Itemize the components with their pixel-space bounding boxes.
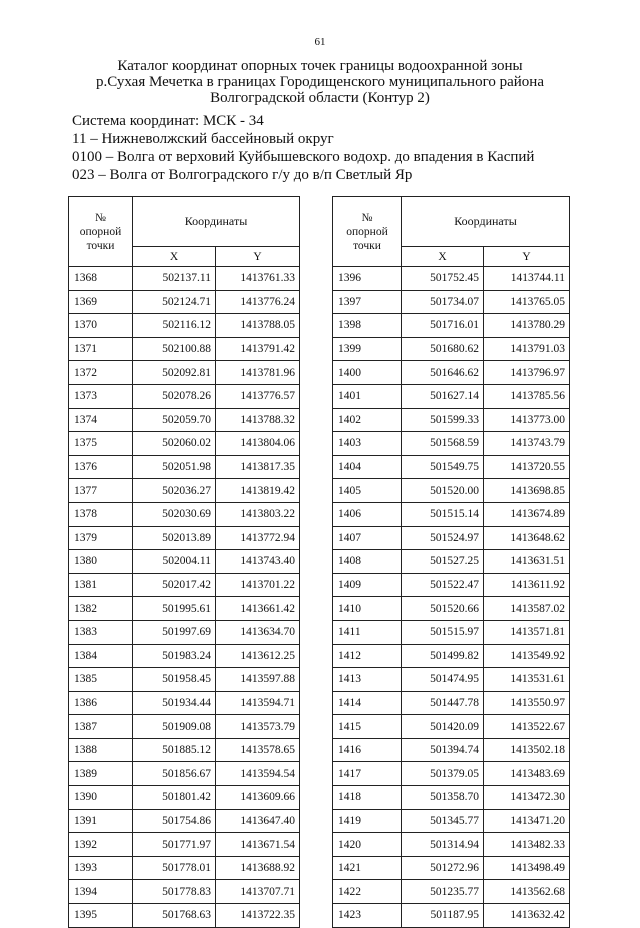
y-coordinate-cell: 1413780.29 <box>484 314 570 338</box>
y-coordinate-cell: 1413482.33 <box>484 833 570 857</box>
table-row <box>333 337 570 361</box>
header-point-number <box>333 197 402 267</box>
point-number-cell: 1418 <box>333 786 402 810</box>
table-row <box>69 691 300 715</box>
point-number-cell: 1420 <box>333 833 402 857</box>
point-number-cell: 1423 <box>333 904 402 928</box>
x-coordinate-cell: 501680.62 <box>402 337 484 361</box>
header-point-line-1: № <box>361 211 373 224</box>
table-row <box>333 691 570 715</box>
table-row <box>69 408 300 432</box>
y-coordinate-cell: 1413701.22 <box>216 573 300 597</box>
x-coordinate-cell: 501520.66 <box>402 597 484 621</box>
y-coordinate-cell: 1413788.05 <box>216 314 300 338</box>
table-row <box>69 526 300 550</box>
point-number-cell: 1378 <box>69 502 133 526</box>
table-row <box>69 384 300 408</box>
header-point-line-3: точки <box>86 239 115 252</box>
table-row <box>69 904 300 928</box>
table-row <box>69 644 300 668</box>
y-coordinate-cell: 1413785.56 <box>484 384 570 408</box>
point-number-cell: 1388 <box>69 738 133 762</box>
y-coordinate-cell: 1413776.24 <box>216 290 300 314</box>
x-coordinate-cell: 502092.81 <box>133 361 216 385</box>
x-coordinate-cell: 501778.83 <box>133 880 216 904</box>
x-coordinate-cell: 501734.07 <box>402 290 484 314</box>
x-coordinate-cell: 502017.42 <box>133 573 216 597</box>
table-row <box>333 408 570 432</box>
table-row <box>333 502 570 526</box>
point-number-cell: 1404 <box>333 455 402 479</box>
table-row <box>69 668 300 692</box>
y-coordinate-cell: 1413483.69 <box>484 762 570 786</box>
y-coordinate-cell: 1413720.55 <box>484 455 570 479</box>
x-coordinate-cell: 501314.94 <box>402 833 484 857</box>
sub-basin: 0100 – Волга от верховий Куйбышевского водохр. до впадения в Каспий <box>72 149 535 165</box>
point-number-cell: 1417 <box>333 762 402 786</box>
y-coordinate-cell: 1413671.54 <box>216 833 300 857</box>
table-row <box>333 526 570 550</box>
point-number-cell: 1391 <box>69 809 133 833</box>
y-coordinate-cell: 1413549.92 <box>484 644 570 668</box>
x-coordinate-cell: 501235.77 <box>402 880 484 904</box>
y-coordinate-cell: 1413634.70 <box>216 620 300 644</box>
y-coordinate-cell: 1413531.61 <box>484 668 570 692</box>
point-number-cell: 1375 <box>69 432 133 456</box>
table-row <box>69 314 300 338</box>
header-coordinates: Координаты <box>402 197 570 247</box>
y-coordinate-cell: 1413773.00 <box>484 408 570 432</box>
y-coordinate-cell: 1413744.11 <box>484 267 570 291</box>
table-row <box>333 786 570 810</box>
y-coordinate-cell: 1413776.57 <box>216 384 300 408</box>
document-title <box>60 58 580 106</box>
point-number-cell: 1369 <box>69 290 133 314</box>
y-coordinate-cell: 1413498.49 <box>484 856 570 880</box>
x-coordinate-cell: 501520.00 <box>402 479 484 503</box>
y-coordinate-cell: 1413502.18 <box>484 738 570 762</box>
y-coordinate-cell: 1413819.42 <box>216 479 300 503</box>
table-row <box>333 455 570 479</box>
x-coordinate-cell: 501474.95 <box>402 668 484 692</box>
table-row <box>333 361 570 385</box>
table-row <box>69 880 300 904</box>
x-coordinate-cell: 501447.78 <box>402 691 484 715</box>
point-number-cell: 1385 <box>69 668 133 692</box>
table-row <box>333 384 570 408</box>
point-number-cell: 1419 <box>333 809 402 833</box>
x-coordinate-cell: 501995.61 <box>133 597 216 621</box>
point-number-cell: 1372 <box>69 361 133 385</box>
point-number-cell: 1408 <box>333 550 402 574</box>
x-coordinate-cell: 501568.59 <box>402 432 484 456</box>
y-coordinate-cell: 1413803.22 <box>216 502 300 526</box>
header-x: X <box>402 247 484 267</box>
x-coordinate-cell: 501778.01 <box>133 856 216 880</box>
x-coordinate-cell: 501754.86 <box>133 809 216 833</box>
table-row <box>69 361 300 385</box>
x-coordinate-cell: 501394.74 <box>402 738 484 762</box>
table-row <box>69 337 300 361</box>
x-coordinate-cell: 501345.77 <box>402 809 484 833</box>
x-coordinate-cell: 502030.69 <box>133 502 216 526</box>
coordinates-table-left <box>68 196 300 928</box>
table-row <box>333 267 570 291</box>
point-number-cell: 1416 <box>333 738 402 762</box>
x-coordinate-cell: 502036.27 <box>133 479 216 503</box>
y-coordinate-cell: 1413471.20 <box>484 809 570 833</box>
table-row <box>333 856 570 880</box>
table-row <box>69 573 300 597</box>
x-coordinate-cell: 501997.69 <box>133 620 216 644</box>
y-coordinate-cell: 1413674.89 <box>484 502 570 526</box>
y-coordinate-cell: 1413647.40 <box>216 809 300 833</box>
point-number-cell: 1376 <box>69 455 133 479</box>
x-coordinate-cell: 502004.11 <box>133 550 216 574</box>
x-coordinate-cell: 502060.02 <box>133 432 216 456</box>
point-number-cell: 1413 <box>333 668 402 692</box>
point-number-cell: 1412 <box>333 644 402 668</box>
table-row <box>333 597 570 621</box>
header-coordinates: Координаты <box>133 197 300 247</box>
y-coordinate-cell: 1413796.97 <box>484 361 570 385</box>
y-coordinate-cell: 1413632.42 <box>484 904 570 928</box>
x-coordinate-cell: 501599.33 <box>402 408 484 432</box>
coordinates-table-right <box>332 196 570 928</box>
y-coordinate-cell: 1413562.68 <box>484 880 570 904</box>
x-coordinate-cell: 501801.42 <box>133 786 216 810</box>
x-coordinate-cell: 502124.71 <box>133 290 216 314</box>
point-number-cell: 1398 <box>333 314 402 338</box>
y-coordinate-cell: 1413688.92 <box>216 856 300 880</box>
table-row <box>69 455 300 479</box>
table-row <box>69 550 300 574</box>
y-coordinate-cell: 1413609.66 <box>216 786 300 810</box>
header-y: Y <box>484 247 570 267</box>
x-coordinate-cell: 501768.63 <box>133 904 216 928</box>
y-coordinate-cell: 1413743.79 <box>484 432 570 456</box>
y-coordinate-cell: 1413648.62 <box>484 526 570 550</box>
table-row <box>333 833 570 857</box>
y-coordinate-cell: 1413587.02 <box>484 597 570 621</box>
y-coordinate-cell: 1413661.42 <box>216 597 300 621</box>
point-number-cell: 1421 <box>333 856 402 880</box>
point-number-cell: 1393 <box>69 856 133 880</box>
point-number-cell: 1400 <box>333 361 402 385</box>
point-number-cell: 1405 <box>333 479 402 503</box>
table-row <box>69 432 300 456</box>
header-point-line-3: точки <box>353 239 381 252</box>
x-coordinate-cell: 501716.01 <box>402 314 484 338</box>
y-coordinate-cell: 1413631.51 <box>484 550 570 574</box>
x-coordinate-cell: 502116.12 <box>133 314 216 338</box>
y-coordinate-cell: 1413550.97 <box>484 691 570 715</box>
y-coordinate-cell: 1413612.25 <box>216 644 300 668</box>
point-number-cell: 1390 <box>69 786 133 810</box>
y-coordinate-cell: 1413611.92 <box>484 573 570 597</box>
point-number-cell: 1374 <box>69 408 133 432</box>
point-number-cell: 1392 <box>69 833 133 857</box>
x-coordinate-cell: 501187.95 <box>402 904 484 928</box>
x-coordinate-cell: 501379.05 <box>402 762 484 786</box>
table-row <box>333 573 570 597</box>
basin-district: 11 – Нижневолжский бассейновый округ <box>72 131 334 147</box>
x-coordinate-cell: 502051.98 <box>133 455 216 479</box>
y-coordinate-cell: 1413791.03 <box>484 337 570 361</box>
point-number-cell: 1371 <box>69 337 133 361</box>
y-coordinate-cell: 1413571.81 <box>484 620 570 644</box>
y-coordinate-cell: 1413765.05 <box>484 290 570 314</box>
table-body-left <box>69 267 300 928</box>
point-number-cell: 1395 <box>69 904 133 928</box>
y-coordinate-cell: 1413597.88 <box>216 668 300 692</box>
x-coordinate-cell: 501522.47 <box>402 573 484 597</box>
point-number-cell: 1406 <box>333 502 402 526</box>
title-line-3: Волгоградской области (Контур 2) <box>210 90 430 106</box>
table-row <box>333 314 570 338</box>
table-row <box>333 479 570 503</box>
table-row <box>333 432 570 456</box>
x-coordinate-cell: 501524.97 <box>402 526 484 550</box>
y-coordinate-cell: 1413788.32 <box>216 408 300 432</box>
point-number-cell: 1387 <box>69 715 133 739</box>
point-number-cell: 1397 <box>333 290 402 314</box>
x-coordinate-cell: 501958.45 <box>133 668 216 692</box>
y-coordinate-cell: 1413594.71 <box>216 691 300 715</box>
y-coordinate-cell: 1413522.67 <box>484 715 570 739</box>
point-number-cell: 1380 <box>69 550 133 574</box>
x-coordinate-cell: 501549.75 <box>402 455 484 479</box>
table-body-right <box>333 267 570 928</box>
y-coordinate-cell: 1413573.79 <box>216 715 300 739</box>
y-coordinate-cell: 1413707.71 <box>216 880 300 904</box>
point-number-cell: 1403 <box>333 432 402 456</box>
point-number-cell: 1402 <box>333 408 402 432</box>
y-coordinate-cell: 1413743.40 <box>216 550 300 574</box>
table-row <box>333 620 570 644</box>
table-row <box>333 550 570 574</box>
table-row <box>69 786 300 810</box>
point-number-cell: 1386 <box>69 691 133 715</box>
x-coordinate-cell: 502059.70 <box>133 408 216 432</box>
header-point-line-1: № <box>95 211 106 224</box>
table-row <box>69 715 300 739</box>
header-y: Y <box>216 247 300 267</box>
title-line-2: р.Сухая Мечетка в границах Городищенского муниципального района <box>96 74 544 90</box>
table-row <box>333 809 570 833</box>
x-coordinate-cell: 501909.08 <box>133 715 216 739</box>
table-row <box>333 738 570 762</box>
x-coordinate-cell: 501515.14 <box>402 502 484 526</box>
point-number-cell: 1370 <box>69 314 133 338</box>
point-number-cell: 1383 <box>69 620 133 644</box>
x-coordinate-cell: 501420.09 <box>402 715 484 739</box>
x-coordinate-cell: 502013.89 <box>133 526 216 550</box>
table-row <box>69 597 300 621</box>
x-coordinate-cell: 501646.62 <box>402 361 484 385</box>
point-number-cell: 1384 <box>69 644 133 668</box>
x-coordinate-cell: 501499.82 <box>402 644 484 668</box>
table-row <box>333 762 570 786</box>
table-row <box>69 502 300 526</box>
point-number-cell: 1394 <box>69 880 133 904</box>
table-row <box>69 856 300 880</box>
x-coordinate-cell: 502137.11 <box>133 267 216 291</box>
x-coordinate-cell: 501358.70 <box>402 786 484 810</box>
point-number-cell: 1381 <box>69 573 133 597</box>
y-coordinate-cell: 1413578.65 <box>216 738 300 762</box>
header-x: X <box>133 247 216 267</box>
y-coordinate-cell: 1413761.33 <box>216 267 300 291</box>
table-row <box>69 267 300 291</box>
table-row <box>69 809 300 833</box>
coordinate-system: Система координат: МСК - 34 <box>72 113 264 129</box>
point-number-cell: 1422 <box>333 880 402 904</box>
point-number-cell: 1409 <box>333 573 402 597</box>
table-row <box>333 715 570 739</box>
water-section: 023 – Волга от Волгоградского г/у до в/п Светлый Яр <box>72 167 413 183</box>
point-number-cell: 1410 <box>333 597 402 621</box>
point-number-cell: 1414 <box>333 691 402 715</box>
point-number-cell: 1407 <box>333 526 402 550</box>
table-row <box>69 290 300 314</box>
title-line-1: Каталог координат опорных точек границы водоохранной зоны <box>117 58 523 74</box>
y-coordinate-cell: 1413722.35 <box>216 904 300 928</box>
y-coordinate-cell: 1413472.30 <box>484 786 570 810</box>
point-number-cell: 1399 <box>333 337 402 361</box>
x-coordinate-cell: 501752.45 <box>402 267 484 291</box>
point-number-cell: 1411 <box>333 620 402 644</box>
table-row <box>69 833 300 857</box>
x-coordinate-cell: 501983.24 <box>133 644 216 668</box>
x-coordinate-cell: 501856.67 <box>133 762 216 786</box>
point-number-cell: 1377 <box>69 479 133 503</box>
table-row <box>69 738 300 762</box>
y-coordinate-cell: 1413804.06 <box>216 432 300 456</box>
metadata-block <box>72 112 534 184</box>
point-number-cell: 1396 <box>333 267 402 291</box>
header-point-line-2: опорной <box>79 225 122 238</box>
header-point-number <box>69 197 133 267</box>
x-coordinate-cell: 501627.14 <box>402 384 484 408</box>
point-number-cell: 1389 <box>69 762 133 786</box>
x-coordinate-cell: 501272.96 <box>402 856 484 880</box>
y-coordinate-cell: 1413594.54 <box>216 762 300 786</box>
x-coordinate-cell: 502100.88 <box>133 337 216 361</box>
point-number-cell: 1415 <box>333 715 402 739</box>
table-row <box>69 620 300 644</box>
table-row <box>69 479 300 503</box>
point-number-cell: 1401 <box>333 384 402 408</box>
table-row <box>333 880 570 904</box>
point-number-cell: 1368 <box>69 267 133 291</box>
y-coordinate-cell: 1413791.42 <box>216 337 300 361</box>
x-coordinate-cell: 502078.26 <box>133 384 216 408</box>
table-row <box>333 290 570 314</box>
x-coordinate-cell: 501771.97 <box>133 833 216 857</box>
point-number-cell: 1382 <box>69 597 133 621</box>
page-number: 61 <box>314 36 326 48</box>
x-coordinate-cell: 501527.25 <box>402 550 484 574</box>
y-coordinate-cell: 1413817.35 <box>216 455 300 479</box>
table-row <box>333 644 570 668</box>
x-coordinate-cell: 501515.97 <box>402 620 484 644</box>
x-coordinate-cell: 501934.44 <box>133 691 216 715</box>
table-row <box>333 904 570 928</box>
table-row <box>69 762 300 786</box>
point-number-cell: 1379 <box>69 526 133 550</box>
y-coordinate-cell: 1413772.94 <box>216 526 300 550</box>
y-coordinate-cell: 1413781.96 <box>216 361 300 385</box>
x-coordinate-cell: 501885.12 <box>133 738 216 762</box>
header-point-line-2: опорной <box>346 225 388 238</box>
point-number-cell: 1373 <box>69 384 133 408</box>
y-coordinate-cell: 1413698.85 <box>484 479 570 503</box>
table-row <box>333 668 570 692</box>
